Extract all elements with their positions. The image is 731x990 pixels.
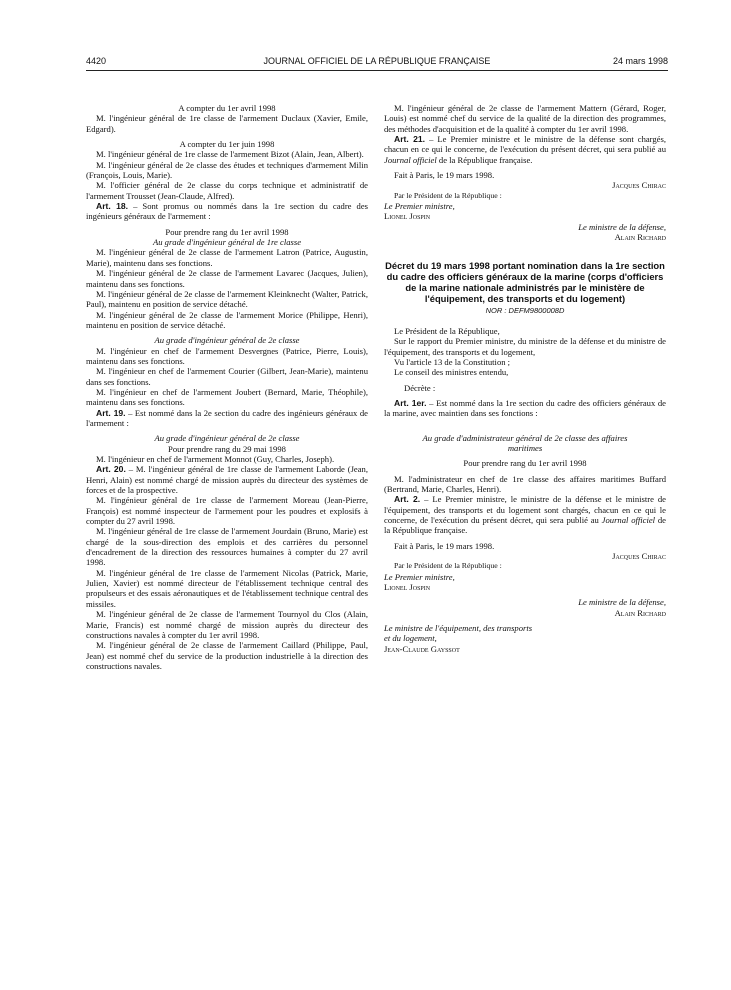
page-number: 4420	[86, 56, 107, 66]
article-text: de la République française.	[384, 514, 666, 536]
signature-title: Le Premier ministre,	[384, 571, 455, 582]
paragraph: M. l'ingénieur général de 1re classe de l'armement Nicolas (Patrick, Marie, Julien, Xavier) est nommé directeur de l'établissement technique central des propulseurs et des essais aéronautiques et de l'établissement technique central des missiles.	[86, 567, 368, 609]
rank-date: Pour prendre rang du 1er avril 1998	[463, 458, 587, 469]
date-heading: A compter du 1er juin 1998	[179, 139, 275, 150]
paragraph: M. l'ingénieur général de 1re classe de l'armement Duclaux (Xavier, Emile, Edgard).	[86, 113, 368, 134]
article-text: – Sont promus ou nommés dans la 1re section du cadre des ingénieurs généraux de l'armement :	[86, 201, 368, 222]
paragraph: Le conseil des ministres entendu,	[394, 367, 509, 378]
journal-reference: Journal officiel	[384, 154, 437, 165]
rank-date: Pour prendre rang du 29 mai 1998	[168, 443, 286, 454]
article-label: Art. 18.	[96, 201, 129, 212]
paragraph: M. l'ingénieur en chef de l'armement Monnot (Guy, Charles, Joseph).	[96, 454, 335, 464]
header-rule	[86, 70, 668, 71]
signature-name: Jean-Claude Gayssot	[384, 643, 460, 654]
signature-president: Jacques Chirac	[612, 551, 666, 561]
signature-name: Alain Richard	[614, 232, 666, 243]
grade-heading: Au grade d'administrateur général de 2e classe des affaires maritimes	[422, 432, 628, 453]
article-label: Art. 21.	[394, 134, 426, 145]
article-label: Art. 1er.	[394, 397, 427, 408]
signature-date: Fait à Paris, le 19 mars 1998.	[394, 170, 495, 181]
paragraph: M. l'ingénieur général de 1re classe de l'armement Jourdain (Bruno, Marie) est chargé de la sous-direction des emplois et des carrières du personnel d'encadrement de la direction des ressources humaines à compter du 27 avril 1998.	[86, 526, 368, 568]
paragraph: M. l'ingénieur général de 2e classe de l'armement Lavarec (Jacques, Julien), maintenu dans ses fonctions.	[86, 268, 368, 289]
signature-title: Le Premier ministre,	[384, 201, 455, 212]
date-heading: A compter du 1er avril 1998	[178, 103, 276, 113]
paragraph: M. l'ingénieur général de 2e classe de l'armement Caillard (Philippe, Paul, Jean) est nommé chef du service de la production industrielle à la direction des constructions navales.	[86, 640, 368, 671]
signature-name: Alain Richard	[614, 607, 666, 618]
paragraph: M. l'ingénieur général de 2e classe de l'armement Tournyol du Clos (Alain, Marie, Francis) est nommé chargé de mission auprès du directeur des constructions navales à compter du 1er avril 1998.	[86, 609, 368, 640]
article-text: – Est nommé dans la 1re section du cadre des officiers généraux de la marine, avec maintien dans ses fonctions :	[384, 397, 666, 419]
paragraph: M. l'ingénieur général de 2e classe de l'armement Latron (Patrice, Augustin, Marie), maintenu dans ses fonctions.	[86, 247, 368, 268]
paragraph: M. l'administrateur en chef de 1re classe des affaires maritimes Buffard (Bertrand, Marie, Charles, Henri).	[384, 473, 666, 494]
rank-date: Pour prendre rang du 1er avril 1998	[165, 226, 289, 237]
signature-title: Le ministre de l'équipement, des transports et du logement,	[384, 623, 533, 644]
paragraph: M. l'ingénieur général de 1re classe de l'armement Moreau (Jean-Pierre, François) est nommé inspecteur de l'armement pour les poudres et explosifs à compter du 27 avril 1998.	[86, 495, 368, 527]
paragraph: M. l'ingénieur général de 2e classe de l'armement Morice (Philippe, Henri), maintenu en position de service détaché.	[86, 309, 368, 330]
paragraph: M. l'ingénieur en chef de l'armement Courier (Gilbert, Jean-Marie), maintenu dans ses fonctions.	[86, 366, 368, 387]
left-column	[86, 103, 368, 671]
article-label: Art. 20.	[96, 464, 126, 475]
signature-title: Le ministre de la défense,	[578, 597, 666, 608]
grade-heading: Au grade d'ingénieur général de 2e classe	[154, 335, 300, 346]
paragraph: M. l'ingénieur général de 2e classe de l'armement Mattern (Gérard, Roger, Louis) est nommé chef du service de la qualité de la direction des programmes, des méthodes d'acquisition et de la qualité à compter du 1er avril 1998.	[384, 103, 666, 134]
right-column	[384, 103, 666, 654]
paragraph: M. l'ingénieur général de 2e classe de l'armement Kleinknecht (Walter, Patrick, Paul), maintenu en position de service détaché.	[86, 288, 368, 310]
article-18	[86, 201, 368, 222]
paragraph: M. l'ingénieur général de 1re classe de l'armement Bizot (Alain, Jean, Albert).	[96, 149, 364, 160]
article-20	[86, 464, 368, 495]
paragraph: Le Président de la République,	[394, 325, 500, 336]
journal-reference: Journal officiel	[601, 514, 656, 525]
signature-intro: Par le Président de la République :	[394, 561, 502, 571]
article-21	[384, 134, 666, 165]
paragraph: M. l'officier général de 2e classe du corps technique et administratif de l'armement Trousset (Jean-Claude, Alfred).	[86, 180, 368, 201]
paragraph: M. l'ingénieur général de 2e classe des études et techniques d'armement Milin (François, Louis, Marie).	[86, 159, 368, 181]
page-header	[86, 56, 668, 70]
article-text: – Est nommé dans la 2e section du cadre des ingénieurs généraux de l'armement :	[86, 407, 368, 428]
signature-president: Jacques Chirac	[612, 180, 666, 191]
signature-name: Lionel Jospin	[384, 211, 431, 222]
paragraph: M. l'ingénieur en chef de l'armement Joubert (Bernard, Marie, Théophile), maintenu dans ses fonctions.	[86, 386, 368, 408]
grade-heading: Au grade d'ingénieur général de 1re classe	[152, 237, 302, 248]
paragraph: Sur le rapport du Premier ministre, du ministre de la défense et du ministre de l'équipement, des transports et du logement,	[384, 336, 666, 357]
signature-title: Le ministre de la défense,	[578, 221, 666, 232]
article-text: – Le Premier ministre, le ministre de la défense et le ministre de l'équipement, des transports et du logement sont chargés, chacun en ce qui le concerne, de l'exécution du présent décret, qui sera publié au	[384, 494, 666, 525]
signature-intro: Par le Président de la République :	[394, 190, 502, 200]
decrete: Décrète :	[404, 382, 436, 393]
journal-title: JOURNAL OFFICIEL DE LA RÉPUBLIQUE FRANÇAISE	[263, 56, 491, 66]
grade-heading: Au grade d'ingénieur général de 2e classe	[154, 433, 300, 444]
article-text: – Le Premier ministre et le ministre de la défense sont chargés, chacun en ce qui le concerne, de l'exécution du présent décret, qui sera publié au	[384, 134, 666, 155]
article-text: de la République française.	[436, 154, 533, 165]
decree-title: Décret du 19 mars 1998 portant nomination dans la 1re section du cadre des officiers généraux de la marine (corps d'officiers de la marine nationale administrés par le ministère de l'équipement, des transports et du logement)	[385, 260, 665, 305]
article-text: – M. l'ingénieur général de 1re classe de l'armement Laborde (Jean, Henri, Alain) est nommé chargé de mission auprès du directeur des systèmes de forces et de la prospective.	[86, 464, 368, 496]
article-label: Art. 19.	[96, 407, 126, 418]
article-19	[86, 408, 368, 429]
signature-date: Fait à Paris, le 19 mars 1998.	[394, 540, 495, 551]
article-1	[384, 398, 666, 419]
article-label: Art. 2.	[394, 494, 421, 505]
paragraph: Vu l'article 13 de la Constitution ;	[394, 356, 511, 367]
paragraph: M. l'ingénieur en chef de l'armement Desvergnes (Patrice, Pierre, Louis), maintenu dans ses fonctions.	[86, 345, 368, 366]
article-2	[384, 494, 666, 535]
issue-date: 24 mars 1998	[612, 56, 668, 66]
nor-reference: NOR : DEFM9800008D	[485, 306, 565, 316]
signature-name: Lionel Jospin	[384, 582, 431, 593]
